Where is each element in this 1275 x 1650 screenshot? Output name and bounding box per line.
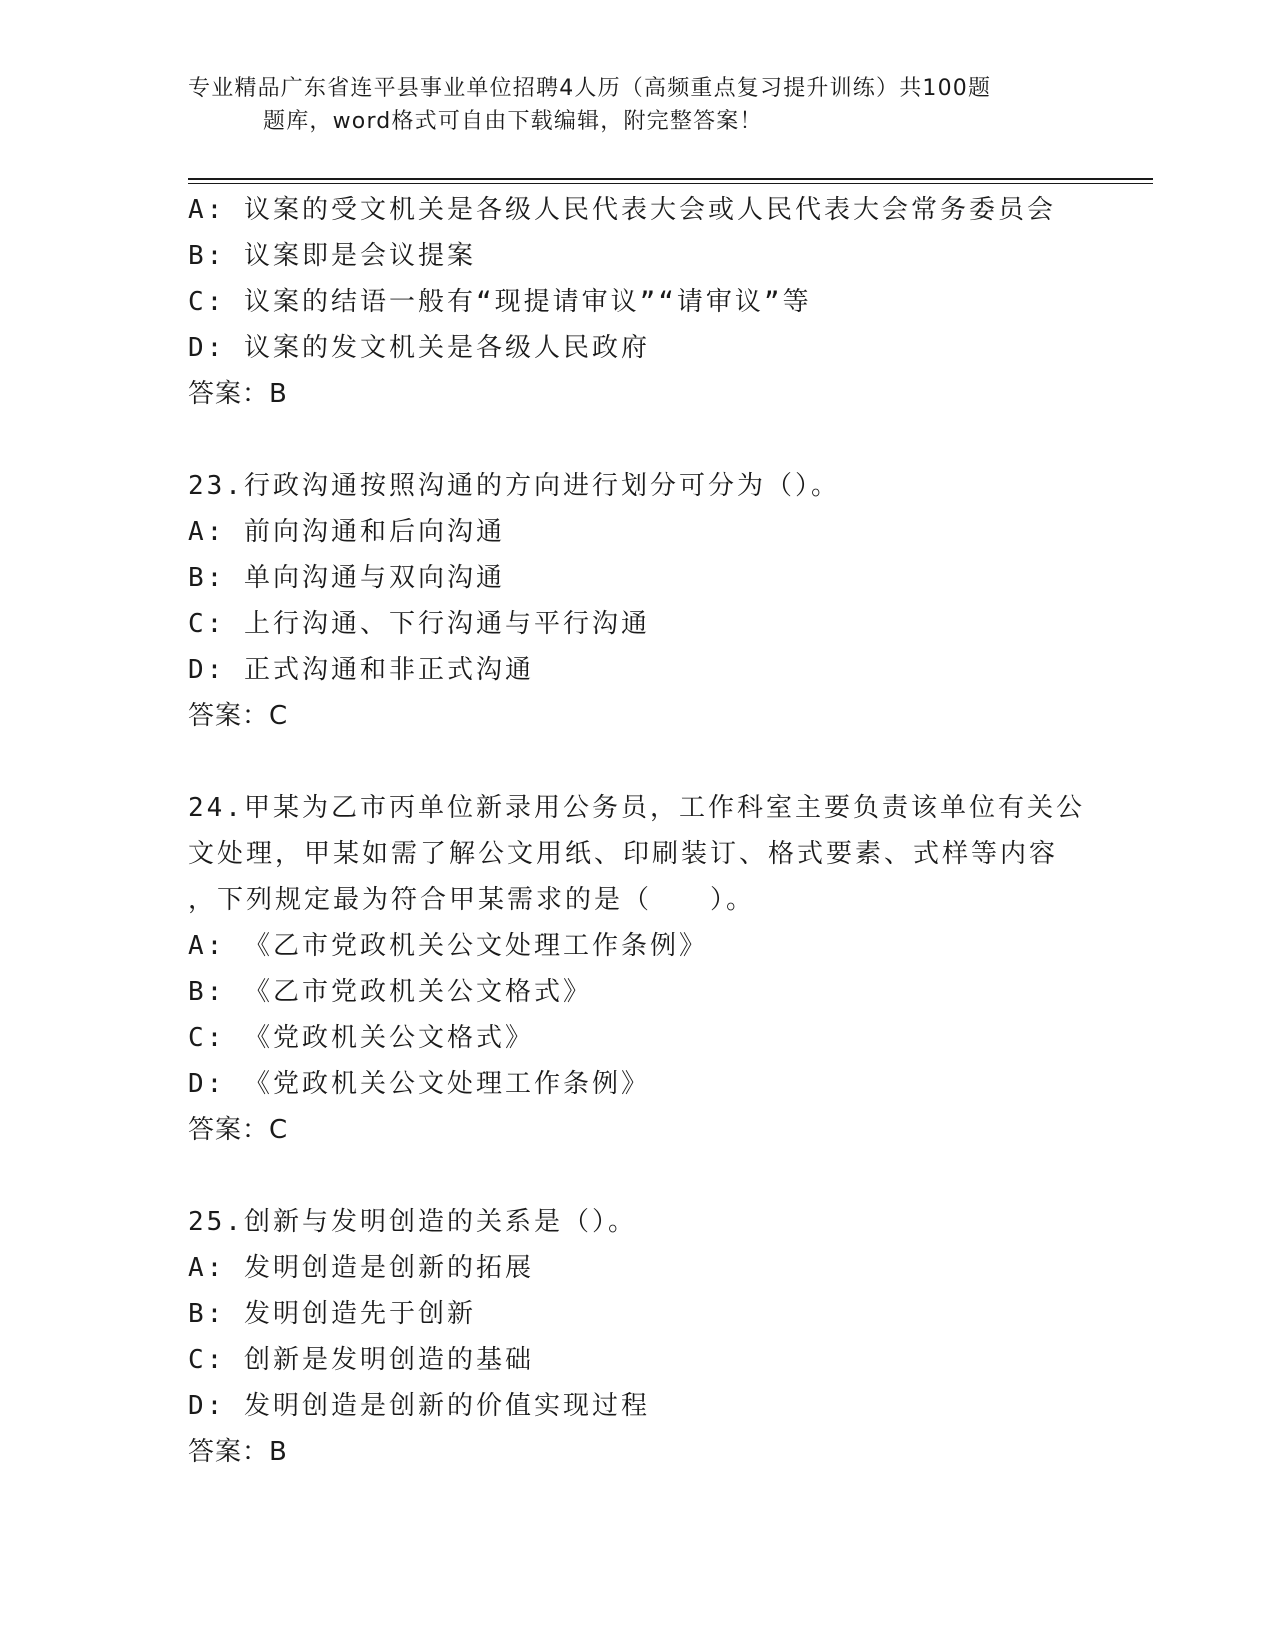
option-b: B: 议案即是会议提案 xyxy=(188,241,476,271)
question-text-line-2: 文处理，甲某如需了解公文用纸、印刷装订、格式要素、式样等内容 xyxy=(188,839,1059,869)
option-a: A: 议案的受文机关是各级人民代表大会或人民代表大会常务委员会 xyxy=(188,195,1056,225)
header-title-line-2: 题库，word格式可自由下载编辑，附完整答案！ xyxy=(263,109,763,134)
option-a: A: 《乙市党政机关公文处理工作条例》 xyxy=(188,931,708,961)
question-text: 25.创新与发明创造的关系是（）。 xyxy=(188,1207,637,1237)
spacer xyxy=(188,1153,1088,1199)
document-header xyxy=(188,72,1088,138)
option-d: D: 正式沟通和非正式沟通 xyxy=(188,655,534,685)
option-d: D: 发明创造是创新的价值实现过程 xyxy=(188,1391,650,1421)
option-b: B: 单向沟通与双向沟通 xyxy=(188,563,505,593)
option-b: B: 发明创造先于创新 xyxy=(188,1299,476,1329)
answer-line: 答案：C xyxy=(188,1115,289,1145)
question-text: 23.行政沟通按照沟通的方向进行划分可分为（）。 xyxy=(188,471,840,501)
option-c: C: 《党政机关公文格式》 xyxy=(188,1023,534,1053)
spacer xyxy=(188,417,1088,463)
spacer xyxy=(188,739,1088,785)
option-d: D: 议案的发文机关是各级人民政府 xyxy=(188,333,650,363)
header-rule-thick xyxy=(188,178,1153,180)
option-b: B: 《乙市党政机关公文格式》 xyxy=(188,977,592,1007)
option-d: D: 《党政机关公文处理工作条例》 xyxy=(188,1069,650,1099)
question-text-line-3: ，下列规定最为符合甲某需求的是（ ）。 xyxy=(188,885,756,915)
header-rule-thin xyxy=(188,183,1153,184)
question-text-line-1: 24.甲某为乙市丙单位新录用公务员，工作科室主要负责该单位有关公 xyxy=(188,793,1085,823)
option-a: A: 前向沟通和后向沟通 xyxy=(188,517,505,547)
option-a: A: 发明创造是创新的拓展 xyxy=(188,1253,534,1283)
question-list xyxy=(188,187,1088,1475)
answer-line: 答案：B xyxy=(188,379,288,409)
answer-line: 答案：B xyxy=(188,1437,288,1467)
question-25 xyxy=(188,1199,1088,1475)
option-c: C: 上行沟通、下行沟通与平行沟通 xyxy=(188,609,650,639)
answer-line: 答案：C xyxy=(188,701,289,731)
question-23 xyxy=(188,463,1088,739)
option-c: C: 议案的结语一般有“现提请审议”“请审议”等 xyxy=(188,287,812,317)
question-22 xyxy=(188,187,1088,417)
option-c: C: 创新是发明创造的基础 xyxy=(188,1345,534,1375)
header-title-line-1: 专业精品广东省连平县事业单位招聘4人历（高频重点复习提升训练）共100题 xyxy=(188,76,992,101)
question-24 xyxy=(188,785,1088,1153)
